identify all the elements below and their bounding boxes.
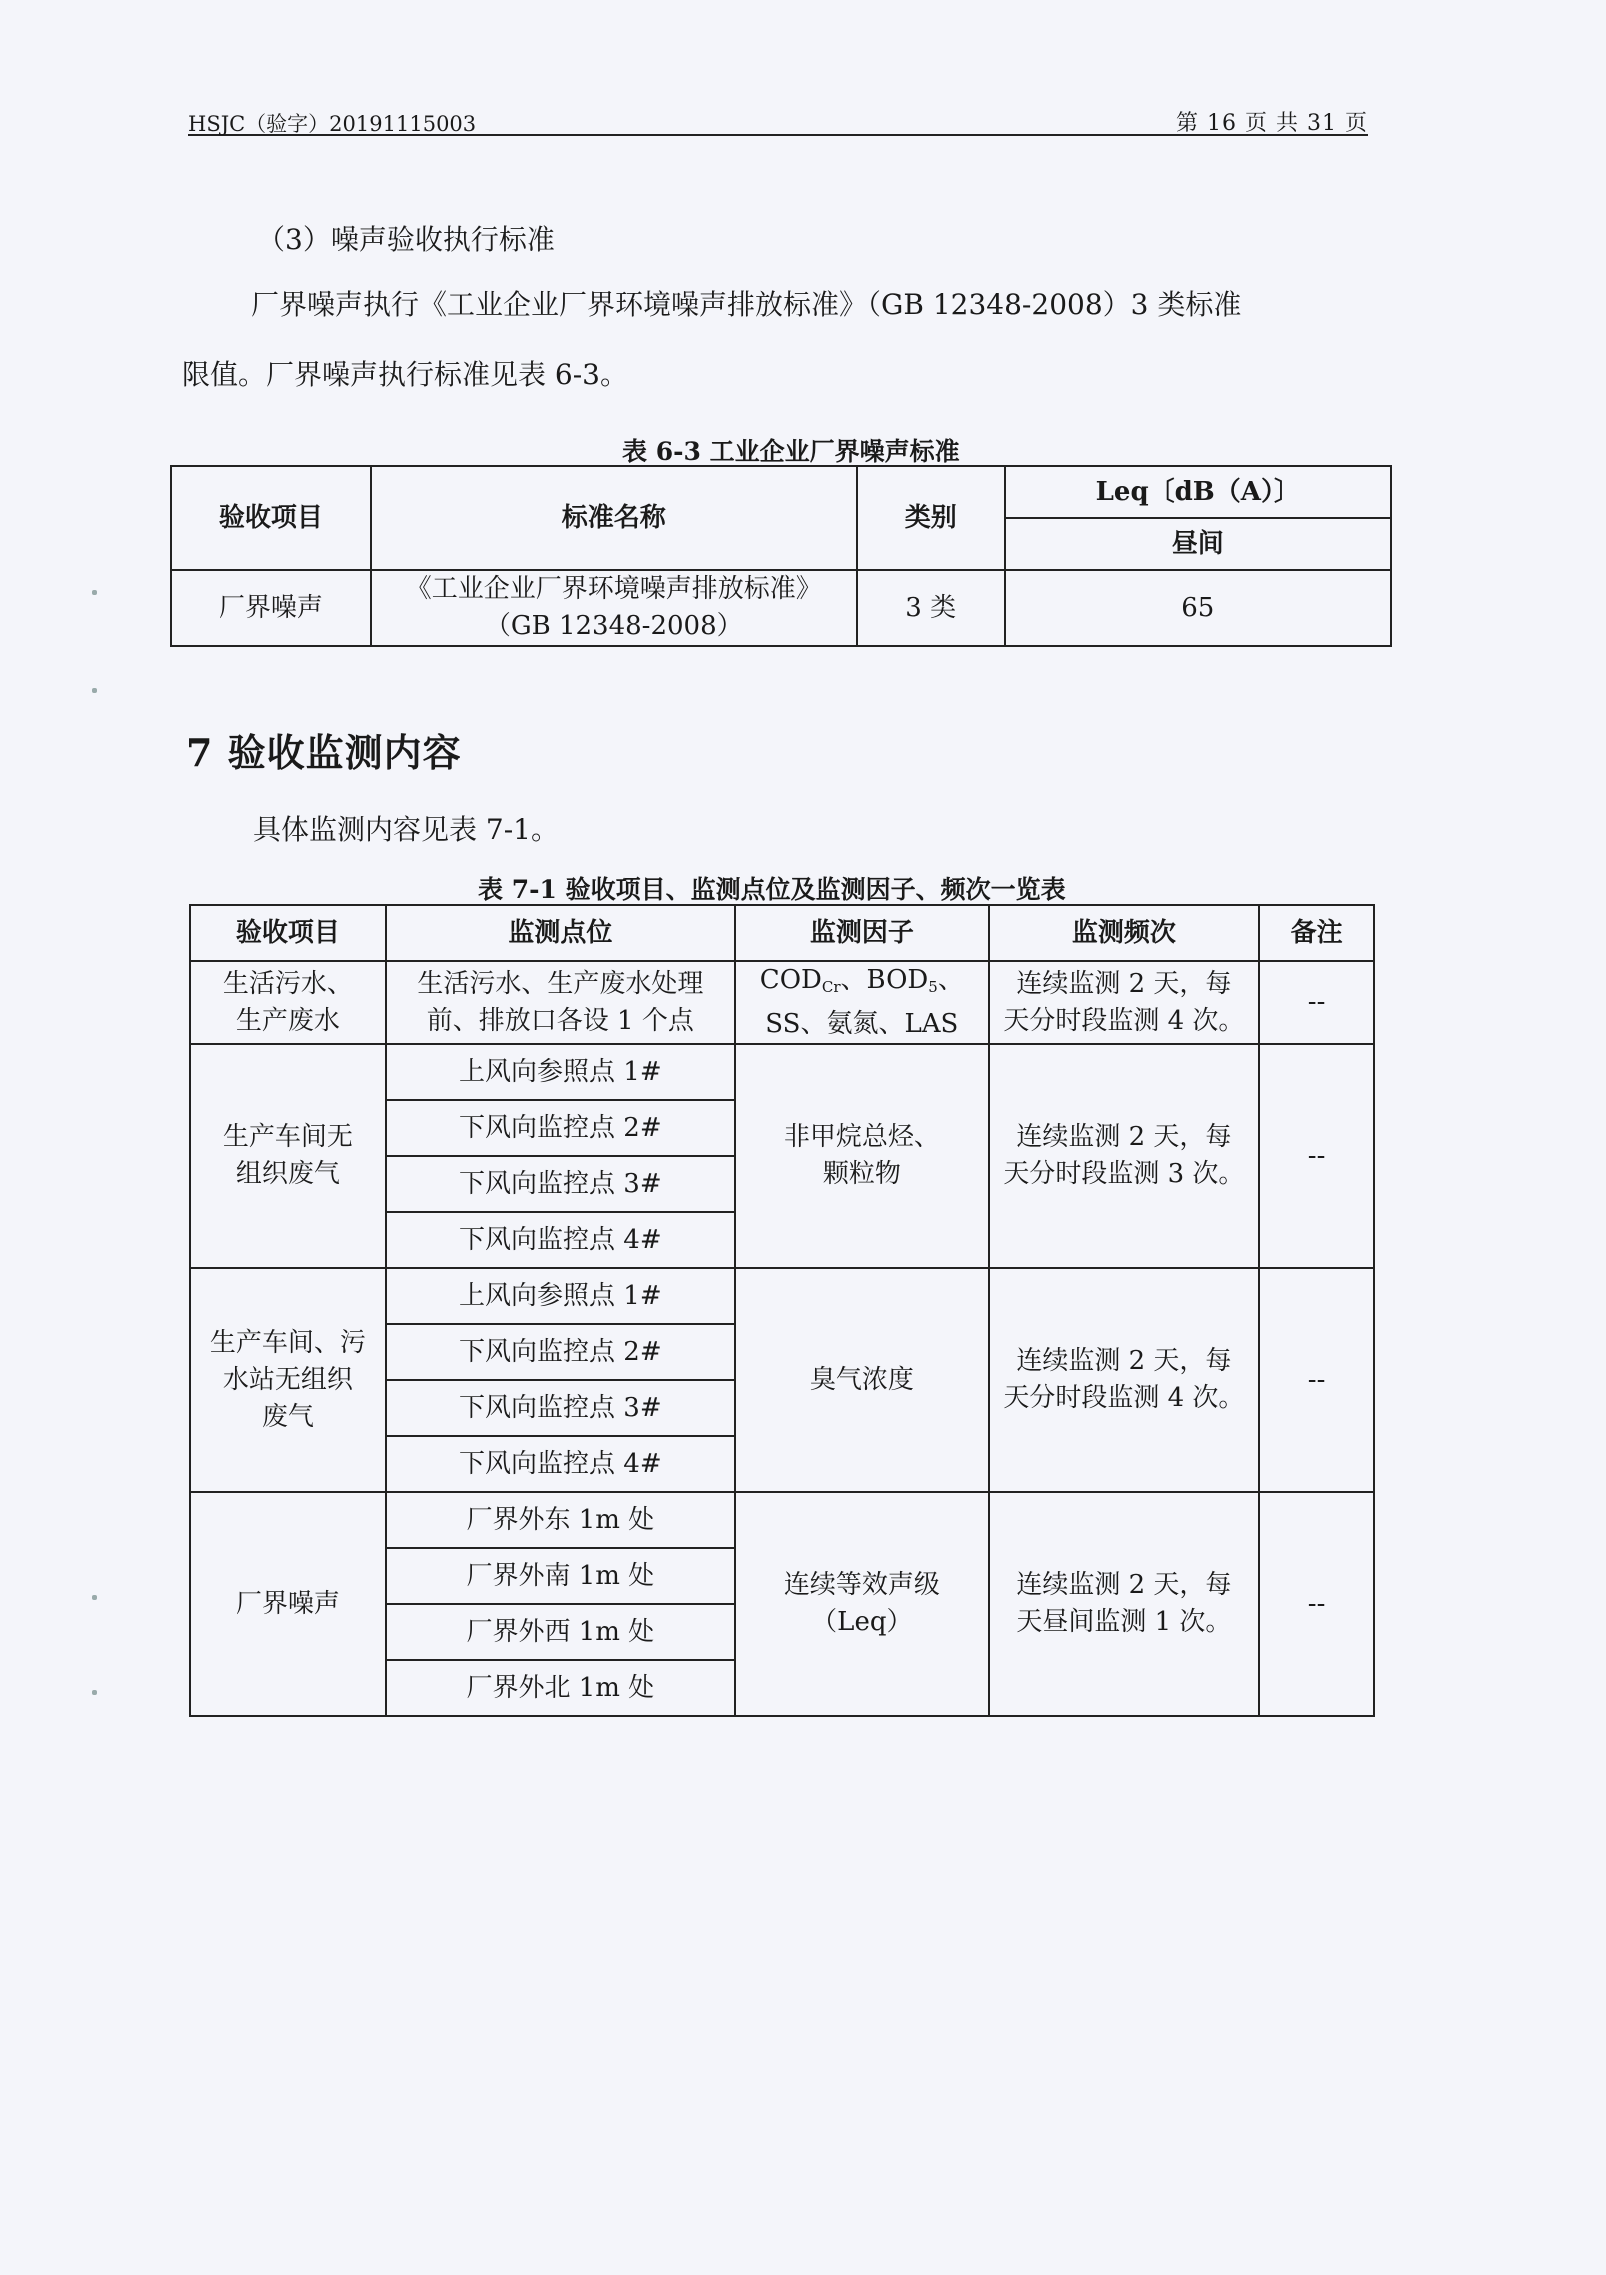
scan-speck [92,688,97,693]
factor-bod-subscript: 5 [928,978,938,996]
cell-frequency [989,1492,1260,1716]
table-7-1 [189,904,1375,1717]
header-standard: 标准名称 [371,466,857,570]
cell-point: 厂界外西 1m 处 [386,1604,735,1660]
frequency-line: 连续监测 2 天，每 [1016,968,1232,999]
table-7-1-caption: 表 7-1 验收项目、监测点位及监测因子、频次一览表 [478,875,1066,904]
frequency-line: 天分时段监测 3 次。 [1003,1159,1245,1189]
item-line: 废气 [261,1401,314,1432]
section-intro: 具体监测内容见表 7-1。 [253,813,559,846]
header-category: 类别 [857,466,1005,570]
cell-point: 下风向监控点 2# [386,1324,735,1380]
cell-point: 下风向监控点 3# [386,1156,735,1212]
point-line: 前、排放口各设 1 个点 [426,1005,694,1036]
page-number: 第 16 页 共 31 页 [1176,111,1368,136]
header-item: 验收项目 [190,905,386,961]
cell-point: 下风向监控点 4# [386,1436,735,1492]
item-line: 生活污水、 [222,968,353,999]
item-line: 组织废气 [235,1159,340,1189]
frequency-line: 连续监测 2 天，每 [1016,1346,1232,1376]
cell-item [190,961,386,1044]
cell-point: 厂界外东 1m 处 [386,1492,735,1548]
document-number: HSJC（验字）20191115003 [188,112,477,136]
factor-separator: 、 [937,965,964,995]
cell-factor: 臭气浓度 [735,1268,989,1492]
cell-note: -- [1259,1044,1374,1268]
cell-item [190,1268,386,1492]
cell-item: 厂界噪声 [171,570,371,646]
header-daytime: 昼间 [1005,518,1391,570]
item-line: 水站无组织 [222,1364,353,1395]
item-title: （3）噪声验收执行标准 [257,223,555,256]
frequency-line: 连续监测 2 天，每 [1016,1570,1232,1600]
table-row [190,1044,1374,1100]
item-line: 生产车间、污 [209,1327,366,1358]
header-item: 验收项目 [171,466,371,570]
paragraph-line-2: 限值。厂界噪声执行标准见表 6-3。 [182,358,628,391]
frequency-line: 天分时段监测 4 次。 [1003,1005,1245,1036]
factor-line: 颗粒物 [822,1159,901,1189]
cell-frequency [989,1044,1260,1268]
factor-line: 非甲烷总烃、 [783,1122,940,1152]
table-row [190,1268,1374,1324]
cell-point: 下风向监控点 2# [386,1100,735,1156]
cell-note: -- [1259,961,1374,1044]
cell-frequency [989,1268,1260,1492]
cell-point: 下风向监控点 4# [386,1212,735,1268]
cell-item [190,1044,386,1268]
header-frequency: 监测频次 [989,905,1260,961]
section-heading: 7 验收监测内容 [186,730,462,775]
factor-cod: COD [759,965,822,995]
header-factor: 监测因子 [735,905,989,961]
frequency-line: 天昼间监测 1 次。 [1016,1607,1232,1637]
page-header [188,108,1368,136]
frequency-line: 天分时段监测 4 次。 [1003,1383,1245,1413]
factor-line: SS、氨氮、LAS [765,1009,959,1039]
standard-name-line: 《工业企业厂界环境噪声排放标准》 [405,574,822,604]
cell-note: -- [1259,1268,1374,1492]
factor-cod-subscript: Cr [821,978,841,996]
cell-point: 厂界外北 1m 处 [386,1660,735,1716]
cell-item: 厂界噪声 [190,1492,386,1716]
table-6-3-caption: 表 6-3 工业企业厂界噪声标准 [622,437,960,466]
cell-point: 上风向参照点 1# [386,1268,735,1324]
cell-factor [735,1492,989,1716]
cell-point: 上风向参照点 1# [386,1044,735,1100]
scan-speck [92,1595,97,1600]
standard-code-line: （GB 12348-2008） [484,611,743,641]
scan-speck [92,1690,97,1695]
factor-line: 连续等效声级 [783,1570,940,1600]
cell-point: 下风向监控点 3# [386,1380,735,1436]
paragraph-line-1: 厂界噪声执行《工业企业厂界环境噪声排放标准》（GB 12348-2008）3 类标准 [251,288,1242,321]
cell-factor [735,1044,989,1268]
cell-point [386,961,735,1044]
header-point: 监测点位 [386,905,735,961]
table-row [171,570,1391,646]
table-6-3 [170,465,1392,647]
item-line: 生产废水 [235,1005,340,1036]
point-line: 生活污水、生产废水处理 [417,968,704,999]
cell-note: -- [1259,1492,1374,1716]
cell-standard [371,570,857,646]
frequency-line: 连续监测 2 天，每 [1016,1122,1232,1152]
item-line: 生产车间无 [222,1122,353,1152]
table-row [190,1492,1374,1548]
cell-factor [735,961,989,1044]
factor-line [742,962,982,1006]
cell-category: 3 类 [857,570,1005,646]
header-leq: Leq〔dB（A）〕 [1005,466,1391,518]
cell-frequency [989,961,1260,1044]
factor-line: （Leq） [811,1607,913,1637]
factor-bod: 、BOD [840,965,929,995]
header-note: 备注 [1259,905,1374,961]
table-row [190,961,1374,1044]
scan-speck [92,590,97,595]
cell-value: 65 [1005,570,1391,646]
cell-point: 厂界外南 1m 处 [386,1548,735,1604]
